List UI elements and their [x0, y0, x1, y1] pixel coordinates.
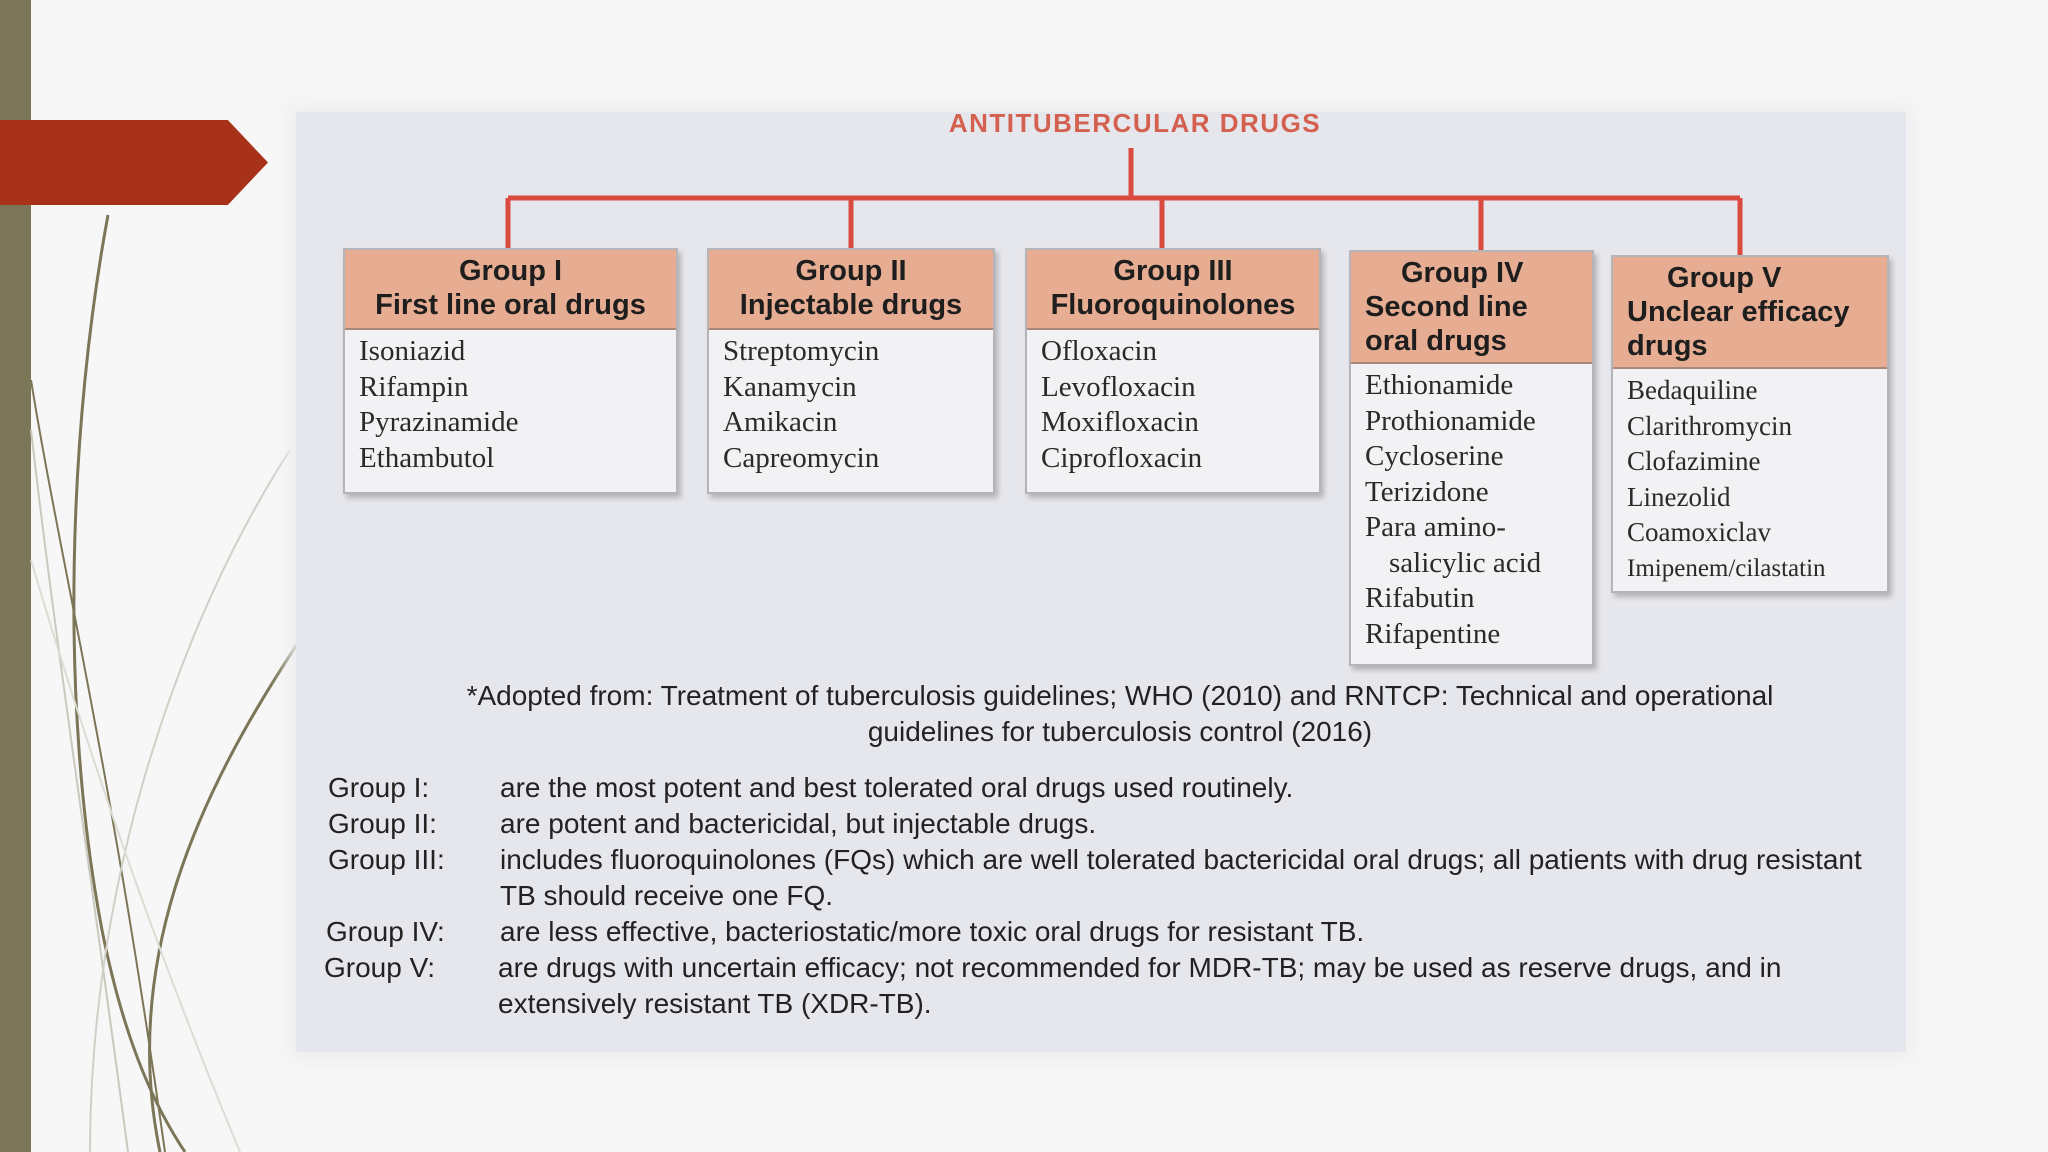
- definition-group-label: Group III:: [328, 844, 445, 875]
- group-heading-line: Second line: [1365, 291, 1528, 323]
- group-box-3: [1025, 248, 1321, 494]
- group-heading: [1613, 257, 1887, 369]
- drug-list: [1351, 364, 1592, 664]
- definition-text: are drugs with uncertain efficacy; not recommended for MDR-TB; may be used as reserve drugs, and in extensively resistant TB (XDR-TB).: [498, 952, 1782, 1019]
- drug-item: Rifabutin: [1365, 582, 1475, 614]
- drug-item: Bedaquiline: [1627, 375, 1758, 405]
- source-footnote: [380, 678, 1860, 750]
- drug-list: [1027, 330, 1319, 492]
- drug-item: Rifapentine: [1365, 617, 1501, 650]
- definition-text: are less effective, bacteriostatic/more toxic oral drugs for resistant TB.: [500, 916, 1365, 947]
- drug-item: Coamoxiclav: [1627, 517, 1771, 547]
- group-box-2: [707, 248, 995, 494]
- drug-item: Isoniazid: [359, 335, 466, 367]
- definition-group-label: Group V:: [324, 952, 436, 983]
- drug-item: Kanamycin: [723, 370, 857, 403]
- definition-group-label: Group II:: [328, 808, 437, 839]
- definition-row: [324, 950, 1884, 1022]
- definition-text: are potent and bactericidal, but injectable drugs.: [500, 808, 1097, 839]
- group-heading: [709, 250, 993, 330]
- group-heading: [1027, 250, 1319, 330]
- drug-item: Para amino-: [1365, 511, 1506, 543]
- drug-item: Clarithromycin: [1627, 410, 1792, 441]
- definition-row: [326, 914, 1886, 950]
- drug-item: Capreomycin: [723, 441, 880, 474]
- drug-item: Streptomycin: [723, 335, 880, 367]
- group-heading-line: Injectable drugs: [739, 289, 963, 321]
- drug-item: salicylic acid: [1389, 546, 1542, 579]
- group-heading: [345, 250, 676, 330]
- group-heading-line: oral drugs: [1365, 325, 1507, 357]
- drug-item: Clofazimine: [1627, 446, 1761, 476]
- definition-group-label: Group I:: [328, 772, 430, 803]
- drug-item: Levofloxacin: [1041, 370, 1196, 403]
- definition-row: [328, 806, 1888, 842]
- drug-item: Linezolid: [1627, 481, 1731, 512]
- group-heading-line: Group II: [795, 255, 907, 287]
- drug-list: [709, 330, 993, 492]
- drug-item: Ofloxacin: [1041, 335, 1157, 367]
- definition-group-label: Group IV:: [326, 916, 445, 947]
- drug-item: Ethambutol: [359, 441, 495, 474]
- drug-item: Amikacin: [723, 406, 838, 438]
- group-heading-line: drugs: [1627, 330, 1708, 362]
- footnote-line: *Adopted from: Treatment of tuberculosis guidelines; WHO (2010) and RNTCP: Technical and operational: [466, 680, 1774, 711]
- group-heading-line: Group IV: [1401, 257, 1524, 289]
- group-heading-line: First line oral drugs: [375, 289, 646, 321]
- group-heading-line: Group III: [1113, 255, 1233, 287]
- drug-item: Ethionamide: [1365, 369, 1514, 401]
- drug-item: Rifampin: [359, 370, 469, 403]
- drug-item: Moxifloxacin: [1041, 406, 1199, 438]
- group-heading-line: Unclear efficacy: [1627, 296, 1850, 328]
- definition-text: are the most potent and best tolerated oral drugs used routinely.: [500, 772, 1294, 803]
- group-box-4: [1349, 250, 1594, 666]
- group-heading-line: Group V: [1667, 262, 1782, 294]
- drug-item: Ciprofloxacin: [1041, 441, 1203, 474]
- group-heading-line: Fluoroquinolones: [1050, 289, 1296, 321]
- drug-item: Pyrazinamide: [359, 406, 519, 438]
- drug-item: Terizidone: [1365, 475, 1489, 508]
- drug-item: Cycloserine: [1365, 440, 1504, 472]
- drug-item: Imipenem/cilastatin: [1627, 554, 1826, 582]
- group-heading: [1351, 252, 1592, 364]
- drug-list: [1613, 369, 1887, 591]
- footnote-line: guidelines for tuberculosis control (2016): [867, 716, 1373, 747]
- drug-list: [345, 330, 676, 492]
- group-box-5: [1611, 255, 1889, 593]
- group-box-1: [343, 248, 678, 494]
- definition-text: includes fluoroquinolones (FQs) which are well tolerated bactericidal oral drugs; all patients with drug resistant TB should receive one FQ.: [500, 844, 1862, 911]
- definition-row: [328, 770, 1888, 806]
- drug-item: Prothionamide: [1365, 404, 1536, 437]
- definition-row: [328, 842, 1888, 914]
- diagram-title: ANTITUBERCULAR DRUGS: [948, 108, 1322, 138]
- group-heading-line: Group I: [458, 255, 563, 287]
